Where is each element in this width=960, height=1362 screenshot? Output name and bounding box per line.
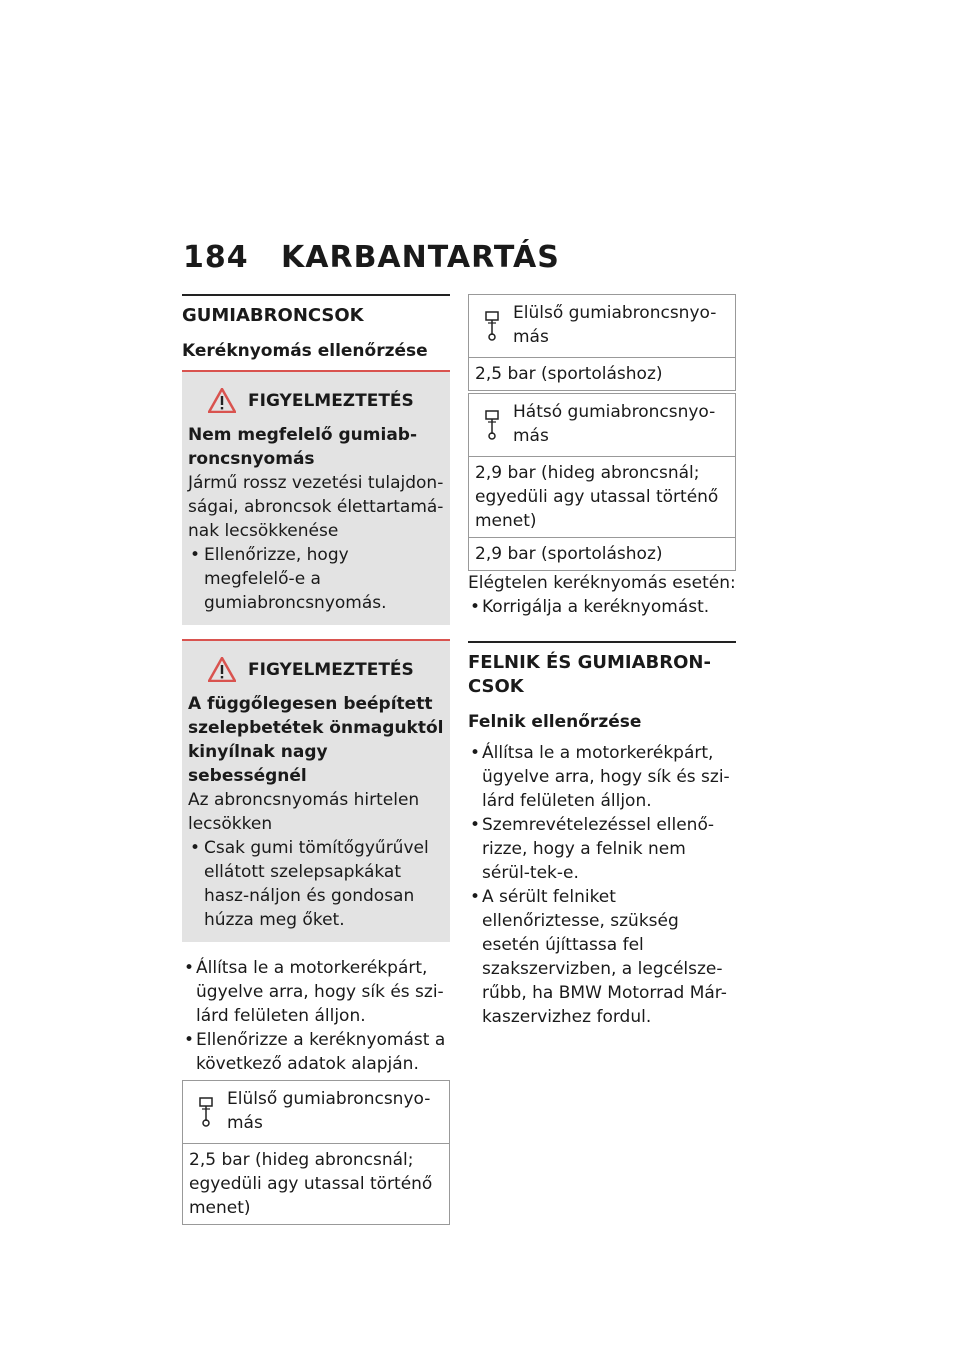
right-column	[468, 294, 736, 1029]
spec-value: 2,5 bar (hideg abroncsnál; egyedüli agy utassal történő menet)	[189, 1150, 433, 1218]
low-pressure-text: Elégtelen keréknyomás esetén:	[468, 573, 736, 593]
warning-triangle-icon	[208, 657, 236, 682]
list-item: • Állítsa le a motorkerékpárt, ügyelve arra, hogy sík és szi-lárd felületen álljon.	[182, 956, 450, 1028]
warning-heading: FIGYELMEZTETÉS	[248, 659, 414, 680]
subsection-title: Felnik ellenőrzése	[468, 712, 642, 732]
section-title: GUMIABRONCSOK	[182, 294, 450, 328]
warning-body: Az abroncsnyomás hirtelen lecsökken	[188, 790, 420, 834]
warning-triangle-icon	[208, 388, 236, 413]
chapter-title: KARBANTARTÁS	[281, 240, 560, 275]
tire-pressure-gauge-icon	[483, 410, 501, 440]
instruction-list	[468, 741, 736, 1029]
warning-bullets	[188, 543, 444, 615]
low-pressure-list	[468, 595, 736, 619]
list-item: • Állítsa le a motorkerékpárt, ügyelve arra, hogy sík és szi-lárd felületen álljon.	[468, 741, 736, 813]
spec-label: Elülső gumiabroncsnyo-más	[227, 1089, 431, 1133]
spec-value: 2,5 bar (sportoláshoz)	[475, 364, 663, 384]
list-item: • Ellenőrizze a keréknyomást a következő adatok alapján.	[182, 1028, 450, 1076]
warning-box	[182, 370, 450, 625]
tire-pressure-gauge-icon	[197, 1097, 215, 1127]
page-number: 184	[183, 240, 249, 275]
warning-bullets	[188, 836, 444, 932]
warning-title: A függőlegesen beépített szelepbetétek önmaguktól kinyílnak nagy sebességnél	[188, 694, 444, 786]
warning-heading: FIGYELMEZTETÉS	[248, 390, 414, 411]
section-title: FELNIK ÉS GUMIABRON-CSOK	[468, 641, 736, 699]
instruction-list	[182, 956, 450, 1076]
page-header	[183, 240, 560, 275]
spec-label: Elülső gumiabroncsnyo-más	[513, 303, 717, 347]
list-item: • Korrigálja a keréknyomást.	[468, 595, 736, 619]
list-item: • Csak gumi tömítőgyűrűvel ellátott szelepsapkákat hasz-náljon és gondosan húzza meg őket.	[188, 836, 444, 932]
spec-value: 2,9 bar (sportoláshoz)	[475, 544, 663, 564]
spec-label: Hátsó gumiabroncsnyo-más	[513, 402, 716, 446]
spec-value: 2,9 bar (hideg abroncsnál; egyedüli agy utassal történő menet)	[469, 457, 735, 538]
list-item: • Szemrevételezéssel ellenő-rizze, hogy a felnik nem sérül-tek-e.	[468, 813, 736, 885]
warning-box	[182, 639, 450, 942]
warning-body: Jármű rossz vezetési tulajdon-ságai, abroncsok élettartamá-nak lecsökkenése	[188, 473, 444, 541]
left-column	[182, 294, 450, 1225]
list-item: • A sérült felniket ellenőriztesse, szükség esetén újíttassa fel szakszervizben, a legcélsze-rűbb, ha BMW Motorrad Már-kaszervizhez fordul.	[468, 885, 736, 1029]
warning-title: Nem megfelelő gumiab-roncsnyomás	[188, 425, 418, 469]
list-item: • Ellenőrizze, hogy megfelelő-e a gumiabroncsnyomás.	[188, 543, 444, 615]
spec-table	[468, 294, 736, 391]
spec-table	[468, 393, 736, 571]
tire-pressure-gauge-icon	[483, 311, 501, 341]
spec-table	[182, 1080, 450, 1225]
subsection-title: Keréknyomás ellenőrzése	[182, 341, 428, 361]
